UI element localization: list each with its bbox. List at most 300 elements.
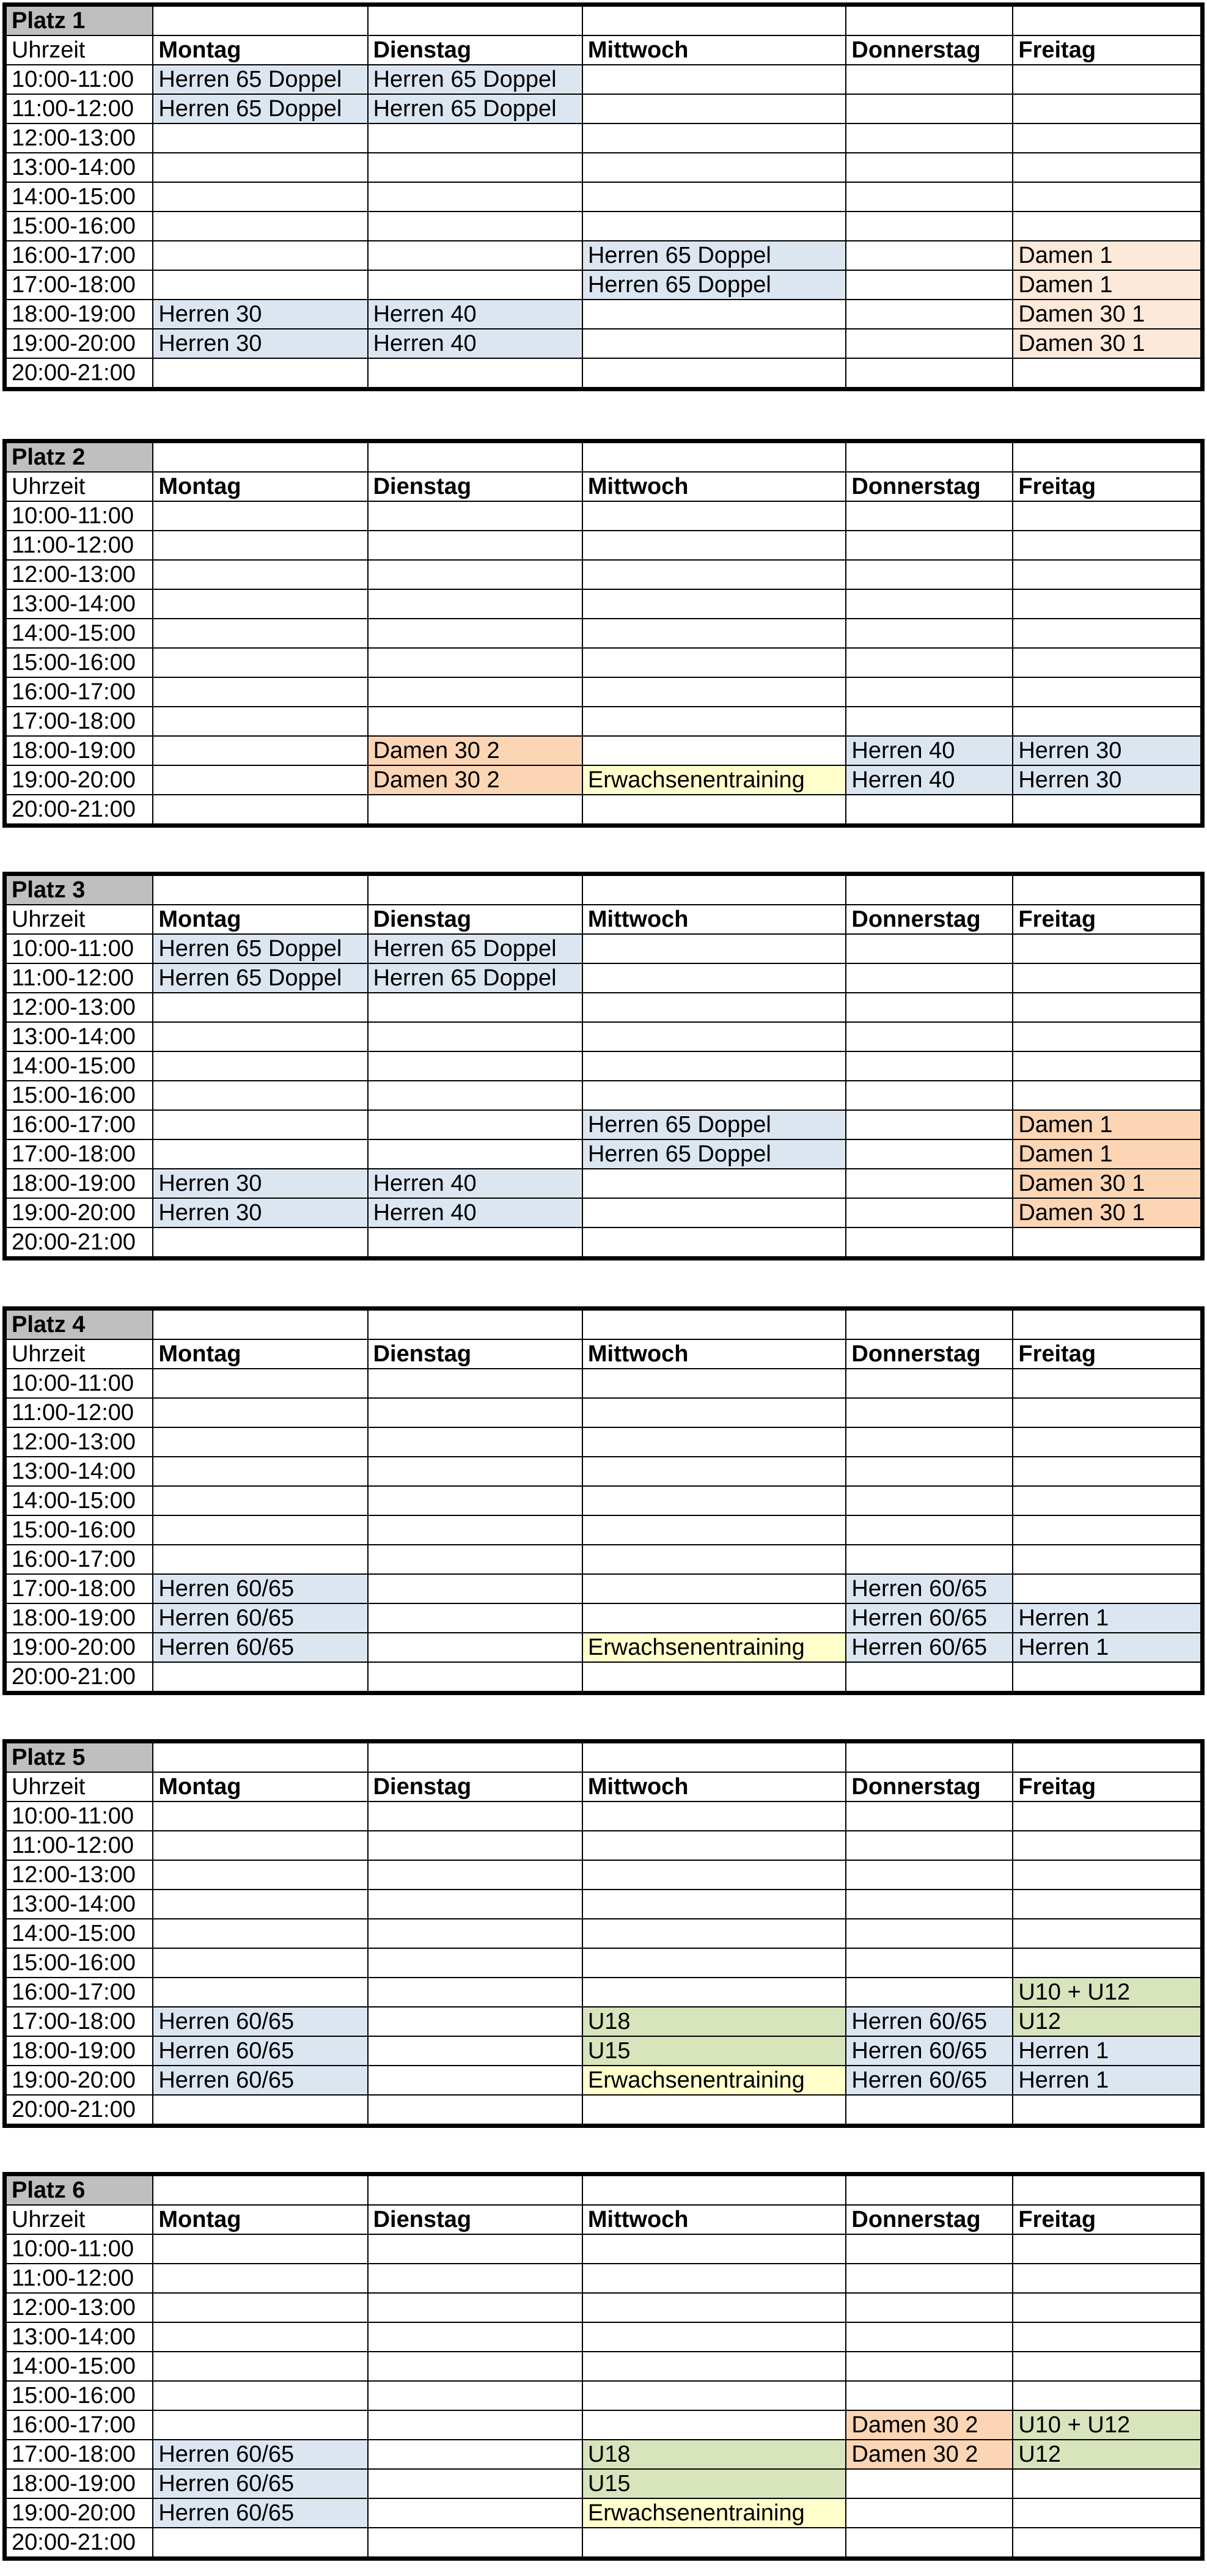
time-header: Uhrzeit bbox=[5, 472, 153, 501]
empty-cell bbox=[582, 2352, 846, 2381]
empty-cell bbox=[582, 934, 846, 963]
empty-cell bbox=[368, 1139, 582, 1169]
empty-cell bbox=[582, 123, 846, 153]
empty-cell bbox=[846, 1022, 1013, 1051]
day-header: Mittwoch bbox=[582, 1772, 846, 1801]
empty-cell bbox=[153, 441, 367, 473]
empty-cell bbox=[582, 2322, 846, 2352]
time-slot-row bbox=[5, 707, 1203, 736]
booking-cell: Herren 65 Doppel bbox=[582, 1110, 846, 1139]
time-slot-row bbox=[5, 1369, 1203, 1398]
empty-cell bbox=[846, 1919, 1013, 1948]
empty-cell bbox=[582, 1227, 846, 1259]
time-slot-cell: 11:00-12:00 bbox=[5, 1831, 153, 1860]
time-slot-cell: 10:00-11:00 bbox=[5, 934, 153, 963]
empty-cell bbox=[153, 2381, 367, 2410]
time-slot-cell: 16:00-17:00 bbox=[5, 677, 153, 707]
empty-cell bbox=[368, 1603, 582, 1633]
booking-cell: Damen 1 bbox=[1013, 270, 1202, 300]
empty-cell bbox=[153, 1081, 367, 1110]
time-slot-cell: 12:00-13:00 bbox=[5, 123, 153, 153]
day-header: Donnerstag bbox=[846, 35, 1013, 65]
time-slot-row bbox=[5, 560, 1203, 589]
empty-cell bbox=[1013, 2095, 1202, 2126]
time-slot-row bbox=[5, 963, 1203, 993]
empty-cell bbox=[153, 619, 367, 648]
empty-cell bbox=[368, 2381, 582, 2410]
court-table-4 bbox=[2, 1306, 1205, 1695]
empty-cell bbox=[153, 2264, 367, 2293]
booking-cell: Herren 65 Doppel bbox=[368, 934, 582, 963]
booking-cell: Herren 60/65 bbox=[846, 2007, 1013, 2036]
empty-cell bbox=[153, 1457, 367, 1486]
empty-cell bbox=[1013, 1369, 1202, 1398]
booking-cell: Damen 30 1 bbox=[1013, 1198, 1202, 1227]
empty-cell bbox=[846, 677, 1013, 707]
empty-cell bbox=[846, 1198, 1013, 1227]
time-slot-cell: 17:00-18:00 bbox=[5, 2007, 153, 2036]
booking-cell: Herren 60/65 bbox=[153, 2469, 367, 2498]
empty-cell bbox=[846, 1860, 1013, 1890]
time-slot-row bbox=[5, 677, 1203, 707]
empty-cell bbox=[1013, 153, 1202, 182]
empty-cell bbox=[1013, 1515, 1202, 1545]
empty-cell bbox=[846, 270, 1013, 300]
time-slot-row bbox=[5, 1603, 1203, 1633]
empty-cell bbox=[582, 1978, 846, 2007]
empty-cell bbox=[1013, 212, 1202, 241]
booking-cell: U10 + U12 bbox=[1013, 2410, 1202, 2440]
empty-cell bbox=[1013, 1457, 1202, 1486]
empty-cell bbox=[1013, 2469, 1202, 2498]
time-slot-row bbox=[5, 182, 1203, 212]
empty-cell bbox=[153, 1309, 367, 1340]
empty-cell bbox=[846, 1398, 1013, 1427]
empty-cell bbox=[1013, 2293, 1202, 2322]
time-slot-cell: 10:00-11:00 bbox=[5, 2234, 153, 2264]
time-slot-cell: 16:00-17:00 bbox=[5, 2410, 153, 2440]
time-slot-row bbox=[5, 2440, 1203, 2469]
court-label: Platz 3 bbox=[5, 874, 153, 905]
empty-cell bbox=[1013, 560, 1202, 589]
time-slot-row bbox=[5, 94, 1203, 123]
empty-cell bbox=[582, 531, 846, 560]
empty-cell bbox=[368, 501, 582, 531]
empty-cell bbox=[582, 1427, 846, 1457]
empty-cell bbox=[846, 2352, 1013, 2381]
empty-cell bbox=[846, 1457, 1013, 1486]
empty-cell bbox=[368, 1801, 582, 1831]
time-slot-row bbox=[5, 2469, 1203, 2498]
time-slot-row bbox=[5, 329, 1203, 358]
time-slot-row bbox=[5, 2264, 1203, 2293]
empty-cell bbox=[368, 1309, 582, 1340]
empty-cell bbox=[368, 619, 582, 648]
day-header: Freitag bbox=[1013, 1339, 1202, 1369]
empty-cell bbox=[1013, 5, 1202, 36]
empty-cell bbox=[368, 270, 582, 300]
court-table-6 bbox=[2, 2172, 1205, 2561]
time-slot-row bbox=[5, 1890, 1203, 1919]
booking-cell: Herren 40 bbox=[846, 736, 1013, 765]
empty-cell bbox=[582, 5, 846, 36]
empty-cell bbox=[368, 441, 582, 473]
time-slot-cell: 15:00-16:00 bbox=[5, 1948, 153, 1978]
day-header: Freitag bbox=[1013, 472, 1202, 501]
header-row bbox=[5, 35, 1203, 65]
time-slot-row bbox=[5, 993, 1203, 1022]
empty-cell bbox=[368, 2352, 582, 2381]
time-slot-cell: 13:00-14:00 bbox=[5, 2322, 153, 2352]
empty-cell bbox=[368, 560, 582, 589]
empty-cell bbox=[582, 441, 846, 473]
empty-cell bbox=[1013, 531, 1202, 560]
time-header: Uhrzeit bbox=[5, 2205, 153, 2234]
empty-cell bbox=[846, 707, 1013, 736]
empty-cell bbox=[368, 1742, 582, 1773]
booking-cell: Herren 65 Doppel bbox=[153, 963, 367, 993]
empty-cell bbox=[582, 795, 846, 826]
court-label-row bbox=[5, 441, 1203, 473]
time-slot-cell: 10:00-11:00 bbox=[5, 1801, 153, 1831]
empty-cell bbox=[153, 2234, 367, 2264]
empty-cell bbox=[582, 560, 846, 589]
time-slot-cell: 14:00-15:00 bbox=[5, 619, 153, 648]
booking-cell: Herren 60/65 bbox=[153, 2498, 367, 2528]
time-slot-cell: 19:00-20:00 bbox=[5, 329, 153, 358]
header-row bbox=[5, 1772, 1203, 1801]
empty-cell bbox=[1013, 94, 1202, 123]
empty-cell bbox=[582, 1081, 846, 1110]
booking-cell: Erwachsenentraining bbox=[582, 765, 846, 795]
day-header: Dienstag bbox=[368, 1772, 582, 1801]
empty-cell bbox=[153, 589, 367, 619]
empty-cell bbox=[846, 531, 1013, 560]
empty-cell bbox=[153, 123, 367, 153]
empty-cell bbox=[153, 2410, 367, 2440]
empty-cell bbox=[153, 1369, 367, 1398]
time-slot-row bbox=[5, 1227, 1203, 1259]
time-slot-cell: 13:00-14:00 bbox=[5, 1022, 153, 1051]
empty-cell bbox=[1013, 648, 1202, 677]
empty-cell bbox=[153, 2293, 367, 2322]
empty-cell bbox=[582, 707, 846, 736]
empty-cell bbox=[153, 1051, 367, 1081]
booking-cell: Herren 65 Doppel bbox=[582, 1139, 846, 1169]
empty-cell bbox=[1013, 795, 1202, 826]
empty-cell bbox=[368, 993, 582, 1022]
header-row bbox=[5, 1339, 1203, 1369]
empty-cell bbox=[582, 94, 846, 123]
time-slot-cell: 15:00-16:00 bbox=[5, 648, 153, 677]
booking-cell: U12 bbox=[1013, 2007, 1202, 2036]
empty-cell bbox=[1013, 1860, 1202, 1890]
booking-cell: Herren 30 bbox=[1013, 736, 1202, 765]
empty-cell bbox=[846, 619, 1013, 648]
time-slot-row bbox=[5, 1486, 1203, 1515]
empty-cell bbox=[153, 1486, 367, 1515]
empty-cell bbox=[582, 1801, 846, 1831]
empty-cell bbox=[368, 1919, 582, 1948]
time-slot-cell: 18:00-19:00 bbox=[5, 1603, 153, 1633]
time-slot-cell: 14:00-15:00 bbox=[5, 2352, 153, 2381]
time-slot-row bbox=[5, 2322, 1203, 2352]
empty-cell bbox=[1013, 1486, 1202, 1515]
court-table-3 bbox=[2, 872, 1205, 1260]
empty-cell bbox=[153, 1890, 367, 1919]
booking-cell: Herren 1 bbox=[1013, 1603, 1202, 1633]
empty-cell bbox=[582, 2264, 846, 2293]
time-slot-row bbox=[5, 1398, 1203, 1427]
empty-cell bbox=[153, 1662, 367, 1693]
empty-cell bbox=[1013, 2528, 1202, 2559]
empty-cell bbox=[153, 2095, 367, 2126]
empty-cell bbox=[582, 1574, 846, 1603]
empty-cell bbox=[846, 241, 1013, 270]
empty-cell bbox=[846, 2469, 1013, 2498]
empty-cell bbox=[1013, 677, 1202, 707]
time-slot-cell: 15:00-16:00 bbox=[5, 1081, 153, 1110]
time-slot-row bbox=[5, 2066, 1203, 2095]
time-slot-row bbox=[5, 123, 1203, 153]
empty-cell bbox=[368, 358, 582, 389]
time-slot-row bbox=[5, 1948, 1203, 1978]
time-slot-cell: 12:00-13:00 bbox=[5, 1860, 153, 1890]
court-table-5 bbox=[2, 1739, 1205, 2128]
booking-cell: U10 + U12 bbox=[1013, 1978, 1202, 2007]
empty-cell bbox=[368, 1831, 582, 1860]
time-slot-row bbox=[5, 1081, 1203, 1110]
booking-cell: Herren 40 bbox=[846, 765, 1013, 795]
booking-cell: U15 bbox=[582, 2036, 846, 2066]
empty-cell bbox=[1013, 2498, 1202, 2528]
court-label: Platz 2 bbox=[5, 441, 153, 473]
empty-cell bbox=[846, 560, 1013, 589]
empty-cell bbox=[153, 1948, 367, 1978]
empty-cell bbox=[846, 1515, 1013, 1545]
booking-cell: Herren 65 Doppel bbox=[153, 65, 367, 94]
empty-cell bbox=[1013, 1890, 1202, 1919]
time-slot-cell: 17:00-18:00 bbox=[5, 2440, 153, 2469]
empty-cell bbox=[153, 1831, 367, 1860]
empty-cell bbox=[582, 874, 846, 905]
time-slot-cell: 13:00-14:00 bbox=[5, 589, 153, 619]
court-table-2 bbox=[2, 439, 1205, 828]
time-slot-cell: 20:00-21:00 bbox=[5, 1227, 153, 1259]
court-label-row bbox=[5, 1742, 1203, 1773]
day-header: Mittwoch bbox=[582, 1339, 846, 1369]
empty-cell bbox=[582, 1545, 846, 1574]
empty-cell bbox=[1013, 441, 1202, 473]
empty-cell bbox=[582, 153, 846, 182]
time-slot-cell: 20:00-21:00 bbox=[5, 358, 153, 389]
empty-cell bbox=[153, 531, 367, 560]
court-label: Platz 4 bbox=[5, 1309, 153, 1340]
empty-cell bbox=[368, 707, 582, 736]
time-slot-cell: 13:00-14:00 bbox=[5, 153, 153, 182]
empty-cell bbox=[153, 993, 367, 1022]
empty-cell bbox=[846, 963, 1013, 993]
time-slot-cell: 20:00-21:00 bbox=[5, 2095, 153, 2126]
empty-cell bbox=[846, 648, 1013, 677]
empty-cell bbox=[846, 1110, 1013, 1139]
empty-cell bbox=[582, 648, 846, 677]
time-slot-cell: 14:00-15:00 bbox=[5, 1919, 153, 1948]
empty-cell bbox=[582, 358, 846, 389]
empty-cell bbox=[1013, 1309, 1202, 1340]
empty-cell bbox=[1013, 1081, 1202, 1110]
empty-cell bbox=[846, 795, 1013, 826]
empty-cell bbox=[846, 1978, 1013, 2007]
empty-cell bbox=[153, 1860, 367, 1890]
booking-cell: Herren 30 bbox=[153, 300, 367, 329]
empty-cell bbox=[846, 934, 1013, 963]
booking-cell: U12 bbox=[1013, 2440, 1202, 2469]
empty-cell bbox=[582, 963, 846, 993]
booking-cell: Herren 65 Doppel bbox=[368, 65, 582, 94]
day-header: Donnerstag bbox=[846, 905, 1013, 934]
empty-cell bbox=[153, 212, 367, 241]
empty-cell bbox=[582, 1603, 846, 1633]
time-slot-cell: 16:00-17:00 bbox=[5, 1110, 153, 1139]
booking-cell: Herren 65 Doppel bbox=[368, 963, 582, 993]
empty-cell bbox=[368, 1515, 582, 1545]
empty-cell bbox=[153, 765, 367, 795]
empty-cell bbox=[368, 1545, 582, 1574]
empty-cell bbox=[153, 182, 367, 212]
booking-cell: Herren 30 bbox=[153, 329, 367, 358]
empty-cell bbox=[582, 1398, 846, 1427]
time-slot-row bbox=[5, 589, 1203, 619]
empty-cell bbox=[368, 2264, 582, 2293]
empty-cell bbox=[846, 1139, 1013, 1169]
empty-cell bbox=[153, 241, 367, 270]
booking-cell: Herren 60/65 bbox=[846, 2036, 1013, 2066]
empty-cell bbox=[582, 1457, 846, 1486]
empty-cell bbox=[1013, 358, 1202, 389]
empty-cell bbox=[582, 2381, 846, 2410]
booking-cell: Damen 1 bbox=[1013, 1139, 1202, 1169]
empty-cell bbox=[368, 589, 582, 619]
empty-cell bbox=[368, 1633, 582, 1662]
empty-cell bbox=[846, 589, 1013, 619]
empty-cell bbox=[368, 2322, 582, 2352]
time-slot-cell: 16:00-17:00 bbox=[5, 1978, 153, 2007]
empty-cell bbox=[846, 2095, 1013, 2126]
time-slot-cell: 13:00-14:00 bbox=[5, 1457, 153, 1486]
empty-cell bbox=[368, 1978, 582, 2007]
empty-cell bbox=[1013, 934, 1202, 963]
empty-cell bbox=[1013, 589, 1202, 619]
empty-cell bbox=[153, 358, 367, 389]
time-slot-row bbox=[5, 619, 1203, 648]
day-header: Montag bbox=[153, 905, 367, 934]
empty-cell bbox=[582, 677, 846, 707]
booking-cell: Erwachsenentraining bbox=[582, 1633, 846, 1662]
booking-cell: Damen 30 2 bbox=[846, 2410, 1013, 2440]
empty-cell bbox=[1013, 1801, 1202, 1831]
time-slot-cell: 18:00-19:00 bbox=[5, 2469, 153, 2498]
booking-cell: Herren 65 Doppel bbox=[368, 94, 582, 123]
empty-cell bbox=[846, 2381, 1013, 2410]
booking-cell: Herren 40 bbox=[368, 1198, 582, 1227]
empty-cell bbox=[153, 795, 367, 826]
empty-cell bbox=[153, 1022, 367, 1051]
court-label: Platz 5 bbox=[5, 1742, 153, 1773]
day-header: Donnerstag bbox=[846, 1339, 1013, 1369]
time-slot-row bbox=[5, 2528, 1203, 2559]
empty-cell bbox=[368, 1486, 582, 1515]
time-slot-row bbox=[5, 1457, 1203, 1486]
empty-cell bbox=[1013, 501, 1202, 531]
day-header: Montag bbox=[153, 1339, 367, 1369]
booking-cell: Herren 40 bbox=[368, 1169, 582, 1198]
booking-cell: Herren 40 bbox=[368, 300, 582, 329]
booking-cell: Erwachsenentraining bbox=[582, 2066, 846, 2095]
empty-cell bbox=[846, 1369, 1013, 1398]
empty-cell bbox=[846, 1742, 1013, 1773]
time-slot-cell: 16:00-17:00 bbox=[5, 1545, 153, 1574]
booking-cell: Herren 65 Doppel bbox=[582, 241, 846, 270]
empty-cell bbox=[582, 1860, 846, 1890]
header-row bbox=[5, 2205, 1203, 2234]
empty-cell bbox=[368, 2498, 582, 2528]
empty-cell bbox=[846, 1227, 1013, 1259]
time-slot-row bbox=[5, 765, 1203, 795]
booking-cell: Herren 65 Doppel bbox=[582, 270, 846, 300]
empty-cell bbox=[368, 2095, 582, 2126]
empty-cell bbox=[153, 2322, 367, 2352]
empty-cell bbox=[846, 1831, 1013, 1860]
booking-cell: Herren 60/65 bbox=[153, 1574, 367, 1603]
empty-cell bbox=[368, 182, 582, 212]
booking-cell: Herren 40 bbox=[368, 329, 582, 358]
time-slot-row bbox=[5, 1022, 1203, 1051]
time-slot-row bbox=[5, 1574, 1203, 1603]
empty-cell bbox=[582, 1051, 846, 1081]
time-slot-row bbox=[5, 2352, 1203, 2381]
empty-cell bbox=[582, 1022, 846, 1051]
empty-cell bbox=[582, 1515, 846, 1545]
empty-cell bbox=[368, 2293, 582, 2322]
time-slot-row bbox=[5, 1919, 1203, 1948]
empty-cell bbox=[368, 1227, 582, 1259]
empty-cell bbox=[846, 1051, 1013, 1081]
day-header: Montag bbox=[153, 35, 367, 65]
empty-cell bbox=[846, 1169, 1013, 1198]
empty-cell bbox=[368, 5, 582, 36]
empty-cell bbox=[582, 2234, 846, 2264]
time-slot-row bbox=[5, 2007, 1203, 2036]
empty-cell bbox=[368, 648, 582, 677]
day-header: Donnerstag bbox=[846, 1772, 1013, 1801]
empty-cell bbox=[368, 2007, 582, 2036]
empty-cell bbox=[1013, 1051, 1202, 1081]
booking-cell: Herren 30 bbox=[1013, 765, 1202, 795]
time-slot-cell: 17:00-18:00 bbox=[5, 270, 153, 300]
empty-cell bbox=[846, 1662, 1013, 1693]
empty-cell bbox=[846, 358, 1013, 389]
empty-cell bbox=[846, 2234, 1013, 2264]
empty-cell bbox=[846, 65, 1013, 94]
day-header: Freitag bbox=[1013, 35, 1202, 65]
empty-cell bbox=[368, 677, 582, 707]
empty-cell bbox=[1013, 2264, 1202, 2293]
time-slot-cell: 12:00-13:00 bbox=[5, 560, 153, 589]
empty-cell bbox=[1013, 963, 1202, 993]
empty-cell bbox=[153, 1801, 367, 1831]
booking-cell: Damen 30 2 bbox=[846, 2440, 1013, 2469]
